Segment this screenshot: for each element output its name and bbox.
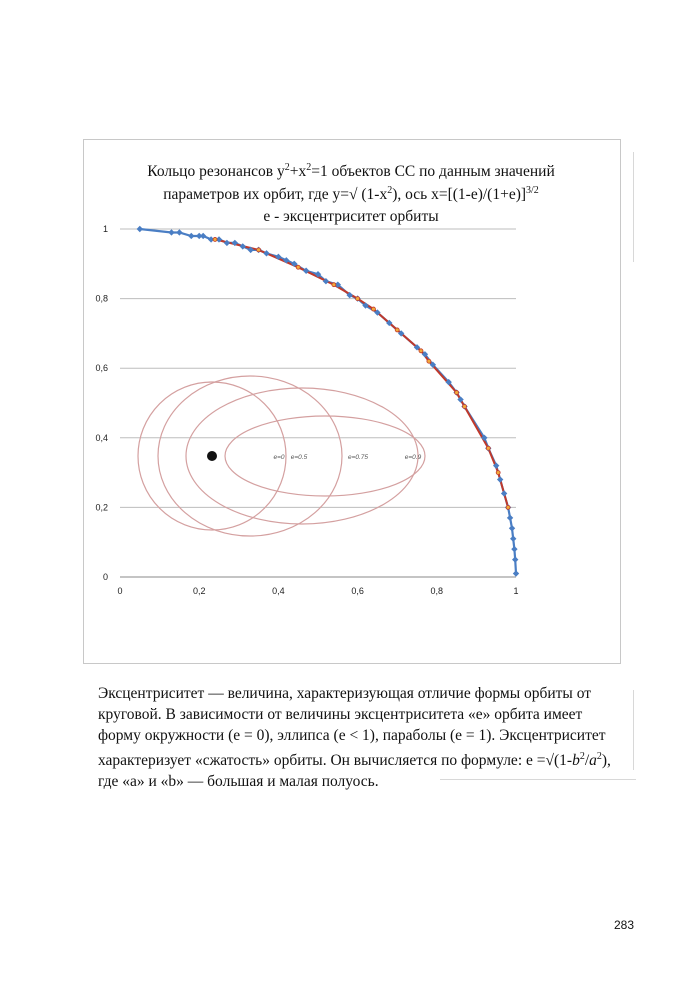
chart-title-line-1: Кольцо резонансов $y^2+x^2=1$ объектов СС по данным значений — [147, 162, 555, 180]
focus-dot — [207, 451, 217, 461]
data-point-diamond — [168, 229, 174, 235]
gridlines — [120, 229, 516, 577]
data-point-circle — [427, 359, 431, 363]
page-number: 283 — [614, 918, 635, 932]
data-point-circle — [332, 283, 336, 287]
data-point-circle — [486, 446, 490, 450]
data-point-diamond — [240, 243, 246, 249]
chart-title-line-2: параметров их орбит, где y=√ $(1-x^2)$, ось $x=[(1-e)/(1+e)]^{3/2}$ — [163, 185, 539, 203]
eccentricity-inset — [138, 376, 425, 536]
data-point-circle — [371, 307, 375, 311]
eccentricity-label: e=0.75 — [347, 454, 369, 461]
paragraph-line: круговой. В зависимости от величины эксцентриситета «е» орбита имеет — [98, 706, 583, 723]
data-point-diamond — [137, 226, 143, 232]
y-tick-label: 1 — [102, 224, 108, 234]
chart-title-line-3: е - эксцентриситет орбиты — [263, 208, 439, 225]
y-tick-label: 0,8 — [95, 293, 108, 304]
eccentricity-label: e=0.9 — [404, 454, 422, 461]
data-point-circle — [506, 505, 510, 509]
data-point-circle — [496, 471, 500, 475]
orbit-ellipse — [225, 416, 425, 496]
data-point-circle — [213, 237, 217, 241]
paragraph-line: характеризует «сжатость» орбиты. Он вычисляется по формуле: $е =√(1-b^2/a^2)$, — [98, 751, 611, 770]
series-line-red — [215, 239, 508, 507]
paragraph-line: Эксцентриситет — величина, характеризующая отличие формы орбиты от — [98, 685, 592, 702]
data-point-diamond — [513, 570, 519, 576]
paragraph-line: где «а» и «b» — большая и малая полуось. — [98, 773, 379, 791]
data-point-diamond — [509, 525, 515, 531]
data-point-circle — [257, 248, 261, 252]
series-layer — [137, 226, 520, 577]
x-tick-label: 0,2 — [192, 586, 206, 596]
eccentricity-label: e=0.5 — [290, 454, 308, 461]
data-point-circle — [395, 328, 399, 332]
x-tick-label: 0,8 — [430, 586, 444, 596]
paragraph-line: форму окружности (е = 0), эллипса (е < 1), параболы (е = 1). Эксцентриситет — [98, 727, 606, 744]
data-point-diamond — [176, 229, 182, 235]
y-tick-label: 0,4 — [95, 432, 108, 443]
x-tick-label: 0,4 — [272, 586, 285, 596]
eccentricity-label: e=0 — [273, 454, 285, 461]
data-point-diamond — [511, 546, 517, 552]
data-point-diamond — [188, 233, 194, 239]
data-point-circle — [356, 297, 360, 301]
x-tick-label: 0,6 — [351, 586, 364, 596]
x-tick-label: 0 — [117, 586, 123, 596]
data-point-diamond — [497, 476, 503, 482]
data-point-diamond — [507, 515, 513, 521]
data-point-circle — [296, 265, 300, 269]
eccentricity-paragraph — [98, 683, 646, 792]
data-point-diamond — [224, 240, 230, 246]
y-tick-label: 0,2 — [95, 502, 108, 513]
data-point-circle — [463, 404, 467, 408]
data-point-diamond — [200, 233, 206, 239]
data-point-diamond — [501, 490, 507, 496]
data-point-diamond — [510, 536, 516, 542]
tick-labels — [95, 224, 518, 596]
data-point-circle — [419, 349, 423, 353]
data-point-diamond — [512, 556, 518, 562]
x-tick-label: 1 — [513, 586, 519, 596]
y-tick-label: 0 — [102, 572, 108, 582]
data-point-circle — [455, 391, 459, 395]
y-tick-label: 0,6 — [95, 363, 108, 374]
data-point-diamond — [263, 250, 269, 256]
